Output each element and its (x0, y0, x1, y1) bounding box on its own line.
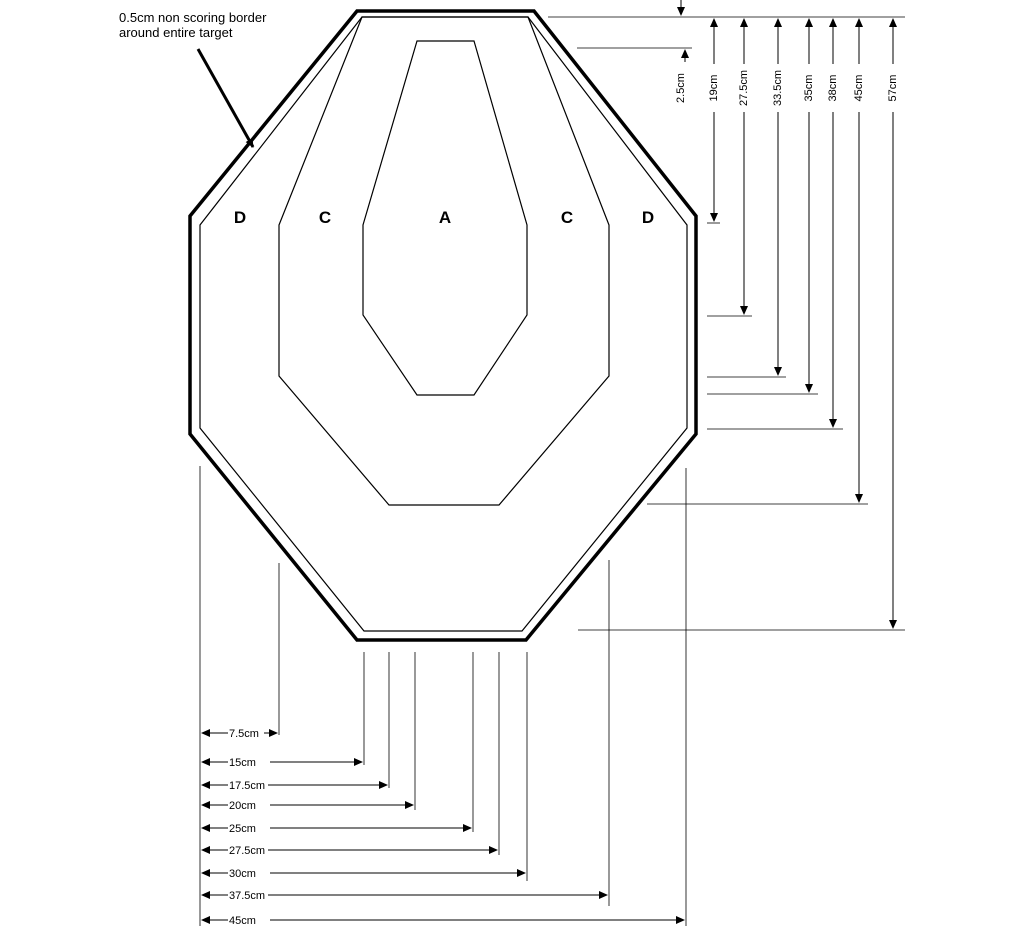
v-dim-label-35: 35cm (803, 74, 815, 102)
zone-label-a: A (438, 208, 452, 227)
annotation-line-1: 0.5cm non scoring border (119, 10, 267, 25)
h-dim-label-7-5: 7.5cm (229, 728, 259, 740)
h-dim-label-27-5: 27.5cm (229, 845, 266, 857)
v-dim-label-38: 38cm (827, 74, 839, 102)
annotation-line-2: around entire target (119, 25, 233, 40)
c-zone-outline (279, 17, 609, 505)
v-dim-label-45: 45cm (853, 74, 865, 102)
v-dim-label-19: 19cm (708, 74, 720, 102)
zone-label-c-right: C (560, 208, 574, 227)
zone-label-c-left: C (318, 208, 332, 227)
annotation-arrow (198, 49, 253, 147)
zone-label-d-left: D (233, 208, 247, 227)
h-dim-label-37-5: 37.5cm (229, 890, 266, 902)
h-dim-label-45: 45cm (229, 915, 256, 927)
v-dim-label-57: 57cm (887, 74, 899, 102)
v-dim-label-2-5: 2.5cm (675, 73, 687, 103)
h-dim-label-15: 15cm (229, 757, 256, 769)
h-dim-label-20: 20cm (229, 800, 256, 812)
h-dim-label-17-5: 17.5cm (229, 780, 266, 792)
v-dim-label-33-5: 33.5cm (772, 69, 784, 107)
v-dim-label-27-5: 27.5cm (738, 69, 750, 107)
zone-label-d-right: D (641, 208, 655, 227)
h-dim-label-30: 30cm (229, 868, 256, 880)
target-outer-border (190, 11, 696, 640)
h-dim-label-25: 25cm (229, 823, 256, 835)
